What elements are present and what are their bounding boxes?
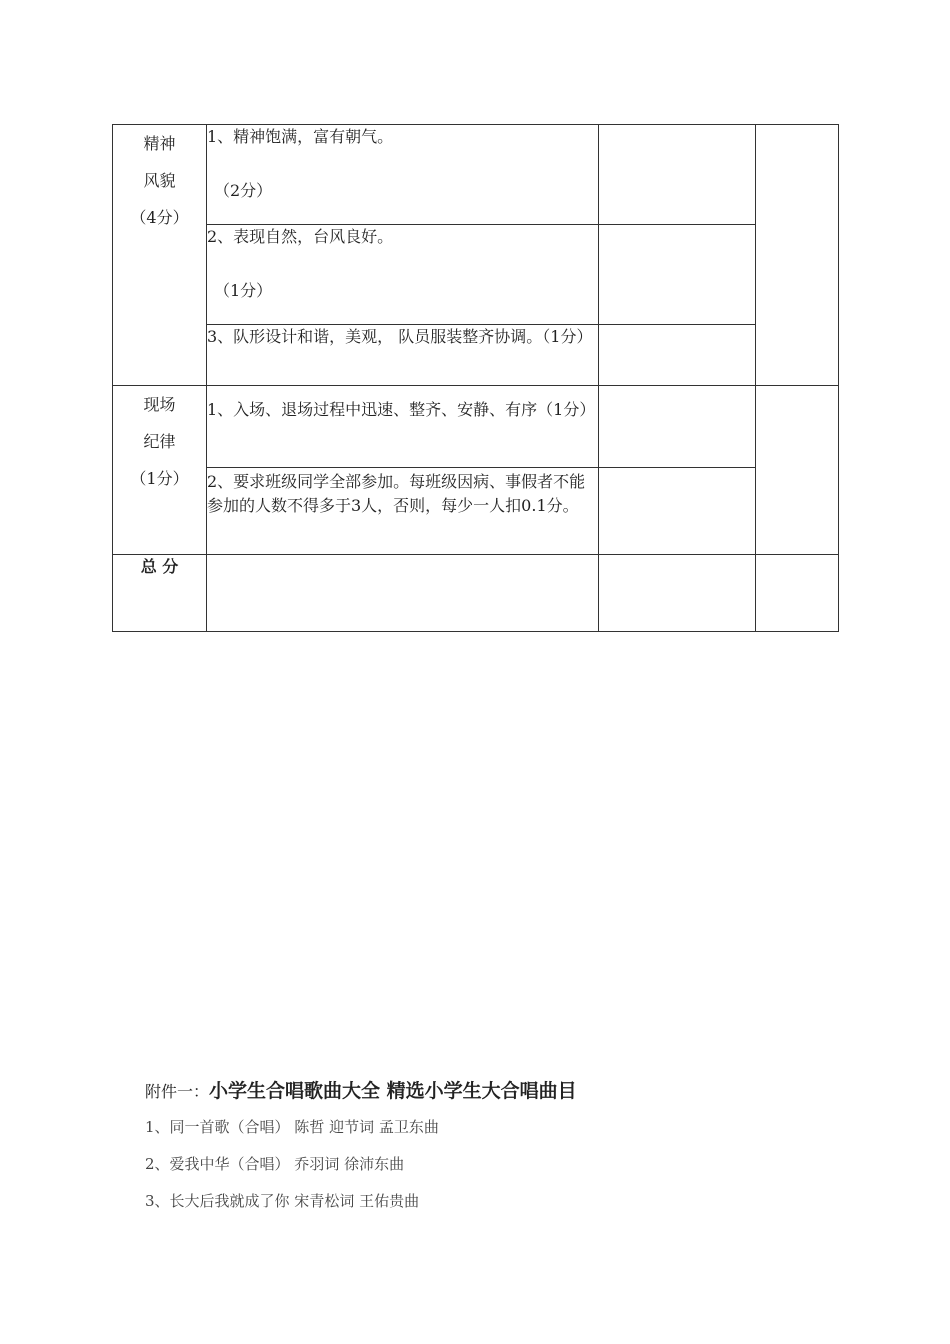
score-cell bbox=[599, 125, 756, 225]
score-cell bbox=[599, 225, 756, 325]
category-label: 纪律 bbox=[143, 432, 176, 451]
scoring-table bbox=[112, 124, 839, 632]
category-points: （1分） bbox=[130, 469, 189, 488]
score-cell bbox=[599, 325, 756, 386]
criterion-cell bbox=[207, 468, 599, 555]
category-label: 风貌 bbox=[143, 171, 176, 190]
category-discipline bbox=[113, 386, 207, 555]
song-item: 3、长大后我就成了你 宋青松词 王佑贵曲 bbox=[145, 1192, 420, 1210]
category-label: 现场 bbox=[143, 395, 176, 414]
criterion-text: 3、队形设计和谐，美观， 队员服装整齐协调。（1分） bbox=[207, 327, 593, 346]
criterion-cell bbox=[207, 125, 599, 225]
criterion-score: （2分） bbox=[214, 181, 273, 200]
song-item: 2、爱我中华（合唱） 乔羽词 徐沛东曲 bbox=[145, 1155, 405, 1173]
remark-cell bbox=[756, 386, 839, 555]
category-points: （4分） bbox=[130, 208, 189, 227]
criterion-text: 2、要求班级同学全部参加。每班级因病、事假者不能参加的人数不得多于3人，否则，每少一人扣0.1分。 bbox=[207, 472, 586, 515]
score-cell bbox=[599, 468, 756, 555]
total-label: 总 分 bbox=[113, 555, 207, 632]
attachment-prefix: 附件一： bbox=[145, 1082, 210, 1101]
criterion-cell bbox=[207, 325, 599, 386]
total-cell bbox=[207, 555, 599, 632]
criterion-cell bbox=[207, 225, 599, 325]
score-cell bbox=[599, 555, 756, 632]
attachment-heading bbox=[145, 1074, 845, 1109]
criterion-text: 1、入场、退场过程中迅速、整齐、安静、有序（1分） bbox=[207, 400, 596, 419]
song-item: 1、同一首歌（合唱） 陈哲 迎节词 孟卫东曲 bbox=[145, 1118, 439, 1136]
category-label: 精神 bbox=[143, 134, 176, 153]
criterion-cell bbox=[207, 386, 599, 468]
category-spirit bbox=[113, 125, 207, 386]
attachment-section bbox=[145, 1074, 845, 1220]
remark-cell bbox=[756, 125, 839, 386]
remark-cell bbox=[756, 555, 839, 632]
criterion-text: 2、表现自然，台风良好。 bbox=[207, 227, 394, 246]
criterion-score: （1分） bbox=[214, 281, 273, 300]
score-cell bbox=[599, 386, 756, 468]
attachment-title: 小学生合唱歌曲大全 精选小学生大合唱曲目 bbox=[209, 1080, 577, 1102]
criterion-text: 1、精神饱满，富有朝气。 bbox=[207, 127, 394, 146]
